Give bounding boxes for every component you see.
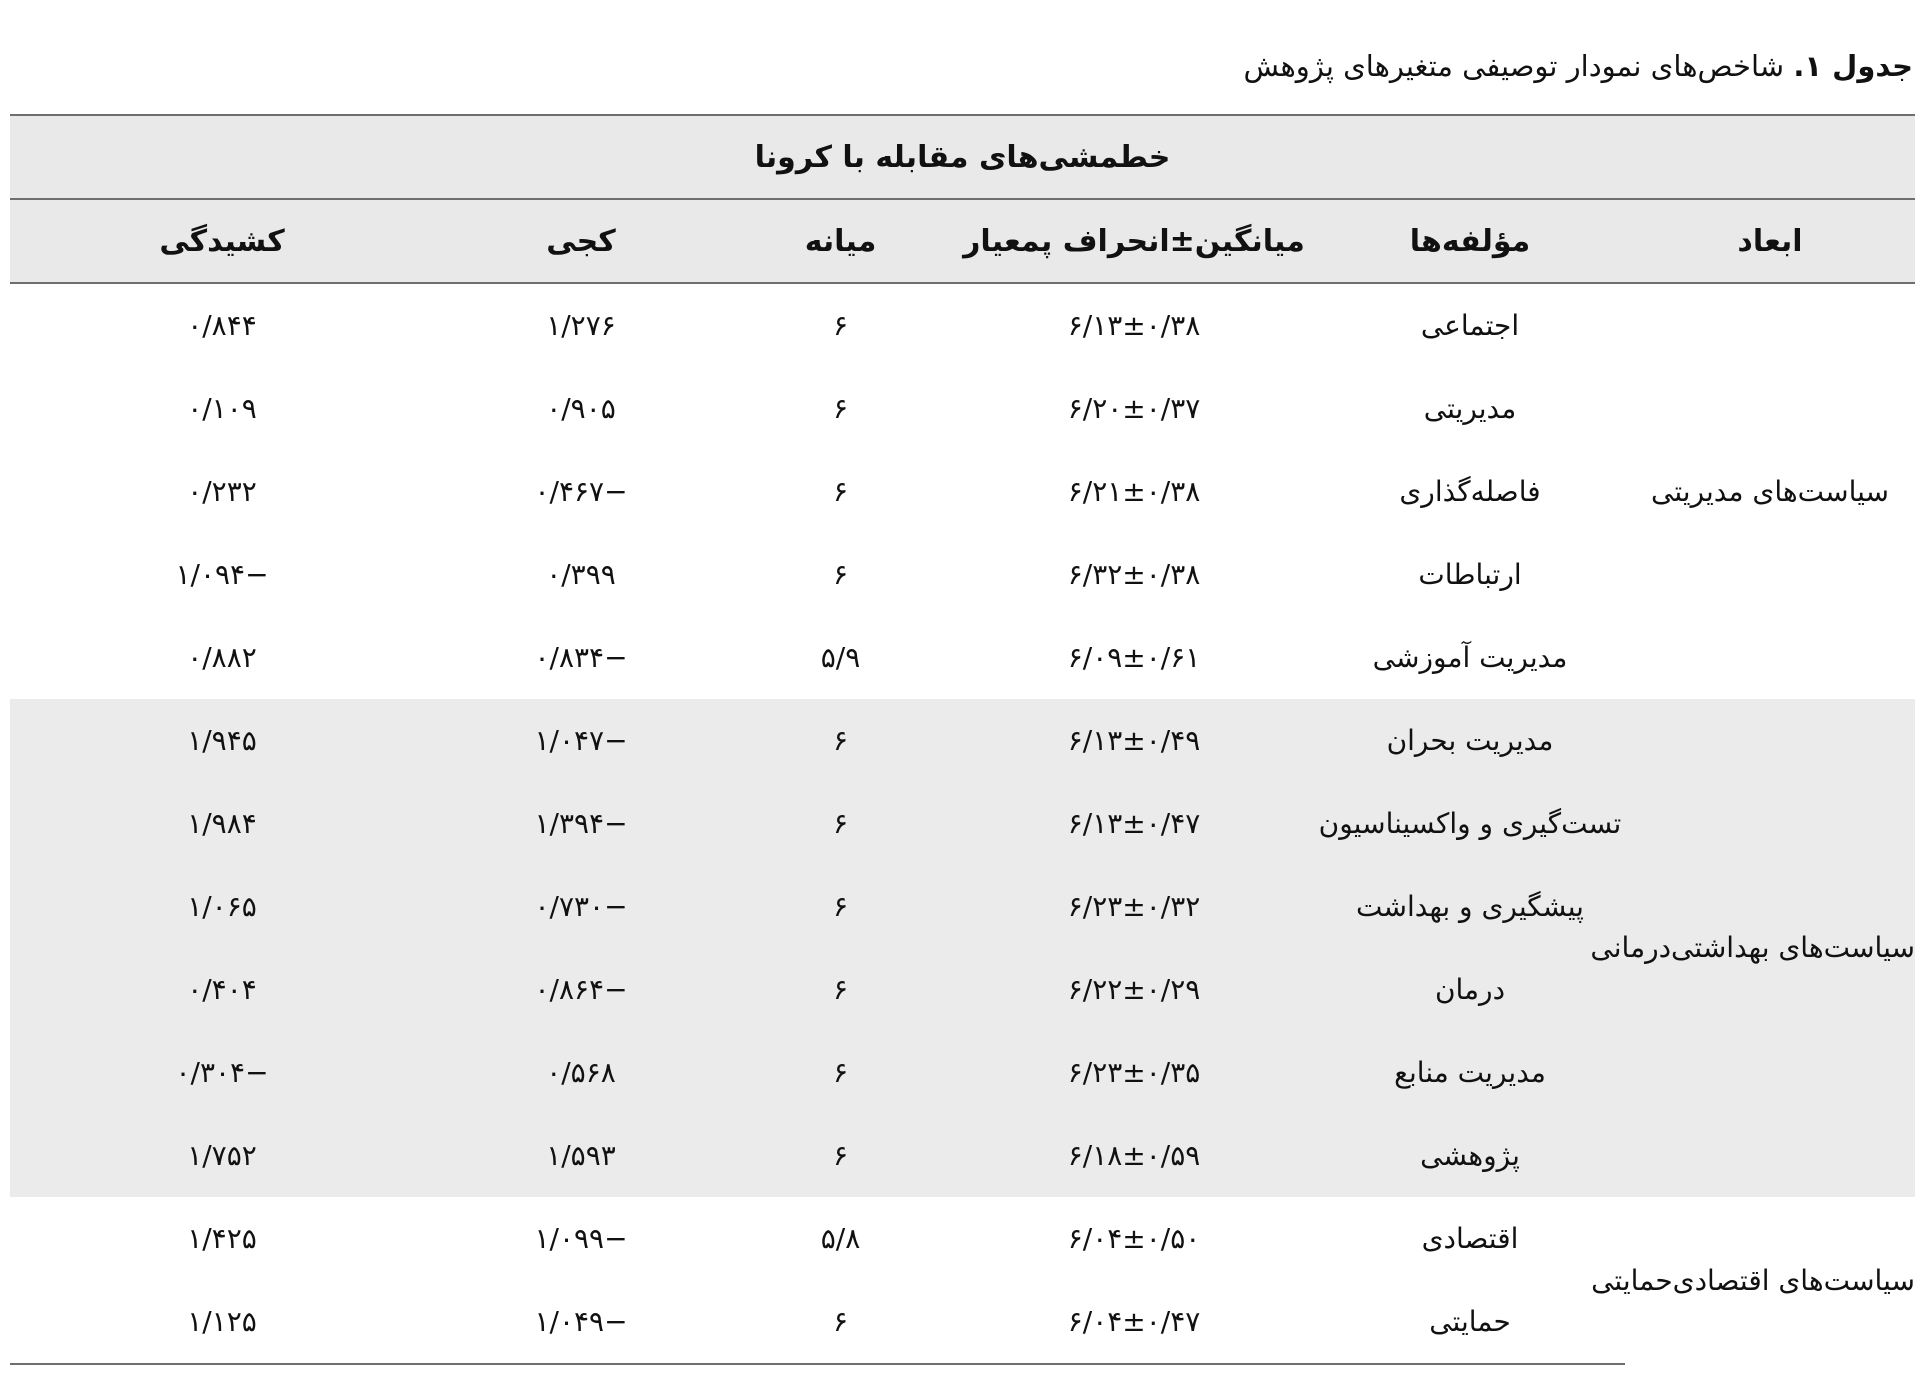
median-cell: ۶ [832,475,849,508]
skewness-cell: −۱/۰۴۷ [434,699,728,782]
kurtosis-cell: −۱/۰۹۴ [175,558,269,591]
kurtosis-cell: ۱/۹۴۵ [10,699,434,782]
component-cell: حمایتی [1315,1280,1625,1364]
table-row [10,1197,1915,1280]
mean-sd-cell: ۶/۳۲±۰/۳۸ [1067,558,1201,591]
component-cell: تست‌گیری و واکسیناسیون [1315,782,1625,865]
median-cell: ۶ [728,948,953,1031]
median-cell: ۵/۹ [820,641,861,674]
median-cell: ۶ [728,699,953,782]
mean-sd-cell: ۶/۱۳±۰/۴۷ [953,782,1315,865]
skewness-cell: −۰/۷۳۰ [434,865,728,948]
median-cell: ۶ [728,782,953,865]
mean-sd-cell: ۶/۱۳±۰/۳۸ [1067,309,1201,342]
skewness-cell: −۱/۰۴۹ [434,1280,728,1364]
median-cell: ۶ [728,1114,953,1197]
caption-text: شاخص‌های نمودار توصیفی متغیرهای پژوهش [1243,49,1785,83]
skewness-cell: −۱/۳۹۴ [434,782,728,865]
column-header-components: مؤلفه‌ها [1315,199,1625,283]
median-cell: ۶ [728,1280,953,1364]
skewness-cell: ۰/۹۰۵ [546,392,616,425]
component-cell: مدیریتی [1423,392,1517,425]
kurtosis-cell: ۱/۹۸۴ [10,782,434,865]
table-title: خطمشی‌های مقابله با کرونا [10,115,1915,199]
skewness-cell: ۱/۵۹۳ [434,1114,728,1197]
kurtosis-cell: ۱/۷۵۲ [10,1114,434,1197]
mean-sd-cell: ۶/۲۱±۰/۳۸ [1067,475,1201,508]
median-cell: ۶ [832,558,849,591]
median-cell: ۶ [728,865,953,948]
component-cell: مدیریت بحران [1315,699,1625,782]
kurtosis-cell: ۰/۴۰۴ [10,948,434,1031]
mean-sd-cell: ۶/۰۹±۰/۶۱ [1067,641,1201,674]
mean-sd-cell: ۶/۰۴±۰/۵۰ [1067,1222,1201,1255]
component-cell: پیشگیری و بهداشت [1315,865,1625,948]
column-header-kurtosis: کشیدگی [10,199,434,283]
mean-sd-cell: ۶/۲۰±۰/۳۷ [1067,392,1201,425]
table-row [10,283,1915,367]
table-row [10,699,1915,782]
skewness-cell: −۰/۸۳۴ [534,641,628,674]
column-header-mean-sd: میانگین±انحراف پمعیار [953,199,1315,283]
kurtosis-cell: ۰/۸۴۴ [187,309,257,342]
component-cell: مدیریت آموزشی [1372,641,1568,674]
skewness-cell: −۰/۸۶۴ [434,948,728,1031]
table-caption [12,44,1913,88]
component-cell: مدیریت منابع [1315,1031,1625,1114]
component-cell: پژوهشی [1315,1114,1625,1197]
column-header-dimensions: ابعاد [1625,199,1915,283]
component-cell: ارتباطات [1418,558,1522,591]
skewness-cell: −۱/۰۹۹ [534,1222,628,1255]
skewness-cell: ۰/۵۶۸ [434,1031,728,1114]
descriptive-stats-table [10,114,1915,1365]
kurtosis-cell: ۱/۱۲۵ [10,1280,434,1364]
kurtosis-cell: ۰/۸۸۲ [187,641,257,674]
skewness-cell: ۱/۲۷۶ [546,309,616,342]
median-cell: ۶ [832,309,849,342]
kurtosis-cell: ۰/۱۰۹ [187,392,257,425]
skewness-cell: ۰/۳۹۹ [546,558,616,591]
table-body [10,283,1915,1364]
median-cell: ۵/۸ [820,1222,861,1255]
component-cell: اقتصادی [1421,1222,1519,1255]
column-header-skewness: کجی [434,199,728,283]
kurtosis-cell: ۰/۲۳۲ [187,475,257,508]
dimension-cell: سیاست‌های بهداشتی‌درمانی [1625,699,1915,1197]
skewness-cell: −۰/۴۶۷ [534,475,628,508]
median-cell: ۶ [728,1031,953,1114]
kurtosis-cell: ۱/۰۶۵ [10,865,434,948]
kurtosis-cell: ۱/۴۲۵ [187,1222,257,1255]
component-cell: اجتماعی [1420,309,1520,342]
component-cell: درمان [1315,948,1625,1031]
median-cell: ۶ [832,392,849,425]
mean-sd-cell: ۶/۱۳±۰/۴۹ [953,699,1315,782]
mean-sd-cell: ۶/۲۲±۰/۲۹ [953,948,1315,1031]
mean-sd-cell: ۶/۲۳±۰/۳۵ [953,1031,1315,1114]
mean-sd-cell: ۶/۱۸±۰/۵۹ [953,1114,1315,1197]
dimension-cell: سیاست‌های اقتصادی‌حمایتی [1591,1263,1915,1297]
mean-sd-cell: ۶/۰۴±۰/۴۷ [953,1280,1315,1364]
component-cell: فاصله‌گذاری [1399,475,1541,508]
column-header-median: میانه [728,199,953,283]
dimension-cell: سیاست‌های مدیریتی [1650,474,1890,508]
caption-label: جدول ۱. [1793,49,1913,83]
mean-sd-cell: ۶/۲۳±۰/۳۲ [953,865,1315,948]
kurtosis-cell: −۰/۳۰۴ [10,1031,434,1114]
